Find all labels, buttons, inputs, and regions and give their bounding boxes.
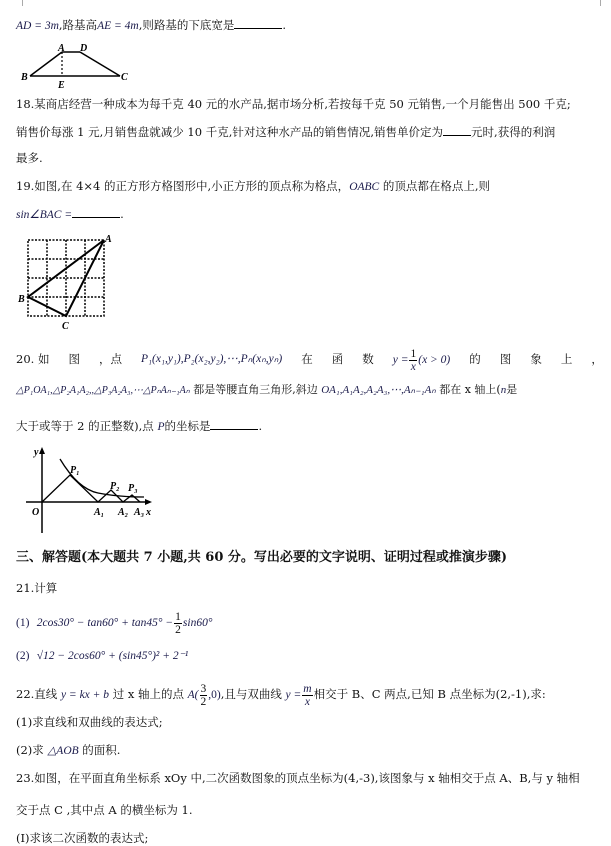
q23-sub1: (I)求该二次函数的表达式; <box>16 831 149 845</box>
text: ,且与双曲线 <box>220 687 286 701</box>
part-label: (1) <box>16 617 30 629</box>
q23-line2: 交于点 C ,其中点 A 的横坐标为 1. <box>16 803 193 817</box>
label-A3: A₃ <box>134 507 145 518</box>
text: 19.如图,在 4×4 的正方形方格图形中,小正方形的顶点称为格点， <box>16 179 350 193</box>
text: 22.直线 <box>16 687 61 701</box>
text: ,则路基的下底宽是 <box>138 18 235 32</box>
text: 的坐标是 <box>164 419 211 433</box>
label-P3: P₃ <box>128 483 138 494</box>
fraction <box>200 683 208 708</box>
page-corner-mark <box>600 0 611 6</box>
function-expression <box>393 346 451 373</box>
text: 图 <box>499 352 512 366</box>
q22-line1 <box>16 682 603 708</box>
q18-line3: 最多. <box>16 151 43 165</box>
q22-sub1: (1)求直线和双曲线的表达式; <box>16 715 163 729</box>
math: sin60° <box>182 617 213 629</box>
math: y = <box>392 354 409 366</box>
label-A: A <box>105 234 112 245</box>
trapezoid-figure <box>16 38 136 90</box>
text: 过 x 轴上的点 <box>109 687 188 701</box>
text: 的顶点都在格点上,则 <box>379 179 491 193</box>
math: OA₁,A₁A₂,A₂A₃,⋯,Aₙ₋₁Aₙ <box>321 384 436 396</box>
math: sin∠BAC = <box>16 209 73 221</box>
fraction <box>174 611 182 636</box>
q18-line1: 18.某商店经营一种成本为每千克 40 元的水产品,据市场分析,若按每千克 50 元销售,一个月能售出 500 千克; <box>16 97 571 111</box>
math: △AOB <box>47 745 79 757</box>
math: △P₁OA₁,△P₂A₁A₂,,△P₃A₂A₃,⋯△PₙAₙ₋₁Aₙ <box>16 385 190 396</box>
numerator: 1 <box>410 347 417 360</box>
q19-line1 <box>16 178 603 195</box>
q22-sub2 <box>16 742 603 759</box>
q17-text <box>16 16 603 34</box>
denominator: 2 <box>175 623 181 636</box>
fraction <box>302 683 312 708</box>
text: ，点 <box>98 352 122 366</box>
text: 函 <box>331 352 344 366</box>
label-B: B <box>21 72 28 83</box>
math: AD = 3m <box>16 20 59 32</box>
math: A( <box>187 689 199 701</box>
math: ,0) <box>208 689 221 701</box>
text: 元时,获得的利润 <box>471 125 556 139</box>
math: OABC <box>349 181 380 193</box>
label-P2: P₂ <box>110 481 120 492</box>
q21-title: 21.计算 <box>16 581 58 595</box>
label-P1: P₁ <box>70 465 80 476</box>
q19-line2 <box>16 205 603 223</box>
text: 是 <box>506 383 518 396</box>
text: 都是等腰直角三角形,斜边 <box>189 383 322 396</box>
q18-line2 <box>16 123 603 140</box>
q20-line1 <box>16 346 603 373</box>
label-A: A <box>58 43 65 54</box>
label-O: O <box>32 507 40 518</box>
text: 20. 如 <box>16 352 50 366</box>
label-A1: A₁ <box>94 507 105 518</box>
label-x: x <box>146 507 151 518</box>
text: . <box>258 419 263 433</box>
text: 相交于 B、C 两点,已知 B 点坐标为(2,-1),求: <box>313 687 546 701</box>
text: 图 <box>68 352 80 366</box>
text: 数 <box>362 352 374 366</box>
math: y = kx + b <box>60 689 110 701</box>
answer-blank[interactable] <box>443 123 471 136</box>
label-A2: A₂ <box>118 507 129 518</box>
label-D: D <box>80 43 88 54</box>
q23-line1: 23.如图，在平面直角坐标系 xOy 中,二次函数图象的顶点坐标为(4,-3),该图象与 x 轴相交于点 A、B,与 y 轴相 <box>16 771 580 785</box>
math: P <box>157 421 165 433</box>
math: n <box>500 384 507 396</box>
text: 上 <box>560 352 573 366</box>
text: 的 <box>469 352 481 366</box>
denominator: x <box>410 360 416 373</box>
q20-line2 <box>16 382 603 399</box>
math: y = <box>285 689 302 701</box>
text: 销售价每涨 1 元,月销售盘就减少 10 千克,针对这种水产品的销售情况,销售单价定为 <box>16 125 444 139</box>
text: 象 <box>530 352 542 366</box>
denominator: 2 <box>200 695 207 708</box>
text: 都在 x 轴上( <box>435 383 501 396</box>
text: 的面积. <box>78 743 121 757</box>
math: P₁(x₁,y₁),P₂(x₂,y₂),⋯,Pₙ(xₙ,yₙ) <box>141 353 283 365</box>
text: . <box>282 18 286 32</box>
math: 2cos30° − tan60° + tan45° − <box>36 617 174 629</box>
label-B: B <box>18 294 25 305</box>
label-E: E <box>58 80 65 90</box>
text: 大于或等于 2 的正整数),点 <box>16 419 158 433</box>
answer-blank[interactable] <box>210 417 258 430</box>
text: 在 <box>301 352 313 366</box>
numerator: 1 <box>175 610 181 623</box>
part-label: (2) <box>16 650 30 662</box>
answer-blank[interactable] <box>234 16 282 29</box>
text: ,路基高 <box>58 18 98 32</box>
text: (2)求 <box>16 743 48 757</box>
math: AE = 4m <box>97 20 139 32</box>
label-C: C <box>121 72 128 83</box>
denominator: x <box>304 695 310 708</box>
math: √12 − 2cos60° + (sin45°)² + 2⁻¹ <box>36 650 189 662</box>
grid-triangle-figure <box>16 232 116 336</box>
math: (x > 0) <box>418 354 451 366</box>
section-heading: 三、解答题(本大题共 7 小题,共 60 分。写出必要的文字说明、证明过程或推演步骤) <box>16 550 508 565</box>
fraction <box>409 348 417 373</box>
page-corner-mark <box>14 0 23 6</box>
q21-part2 <box>16 647 603 664</box>
q20-line3 <box>16 417 603 435</box>
hyperbola-figure <box>18 445 158 535</box>
text: . <box>120 207 124 221</box>
text: ， <box>591 352 603 366</box>
label-y: y <box>34 447 39 458</box>
numerator: m <box>303 682 312 695</box>
answer-blank[interactable] <box>72 205 120 218</box>
numerator: 3 <box>200 682 207 695</box>
label-C: C <box>62 321 69 332</box>
q21-part1 <box>16 610 603 636</box>
